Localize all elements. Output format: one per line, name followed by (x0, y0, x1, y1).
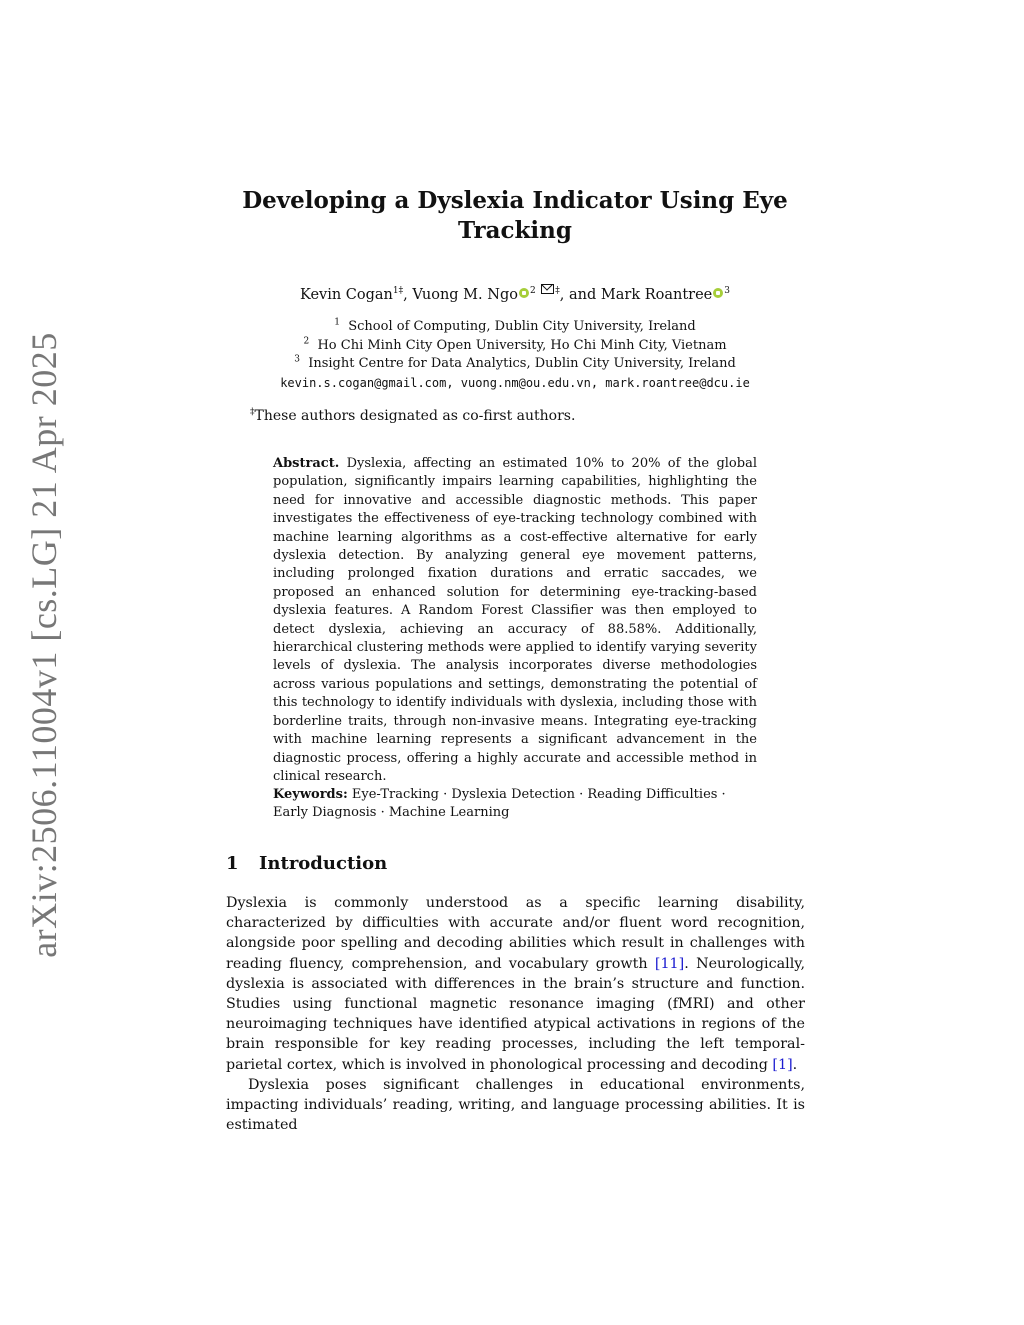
section-title: Introduction (259, 853, 388, 874)
affiliation-text: Ho Chi Minh City Open University, Ho Chi Minh City, Vietnam (317, 337, 727, 353)
footnote-text: These authors designated as co-first authors. (254, 408, 576, 424)
author-separator: , and (559, 287, 601, 303)
paragraph (226, 1075, 805, 1136)
affiliation (200, 318, 830, 337)
author-list (200, 284, 830, 304)
envelope-icon[interactable] (541, 284, 554, 294)
abstract (273, 455, 757, 786)
keywords (273, 786, 757, 823)
affiliation-number: 3 (294, 354, 300, 365)
paragraph-text: Dyslexia poses significant challenges in educational environments, impacting individuals’ reading, writing, and language processing abilities. It is estimated (226, 1076, 805, 1134)
body-text (226, 893, 805, 1135)
author-emails[interactable]: kevin.s.cogan@gmail.com, vuong.nm@ou.edu.vn, mark.roantree@dcu.ie (280, 375, 750, 390)
section-heading (226, 853, 387, 875)
author-separator: , (403, 287, 413, 303)
author-marks: ‡ (555, 286, 560, 297)
paragraph-text: Dyslexia is commonly understood as a specific learning disability, characterized by difficulties with accurate and/or fluent word recognition, alongside poor spelling and decoding abilities which result in challenges with reading fluency, comprehension, and vocabulary growth (226, 895, 805, 972)
orcid-icon[interactable] (519, 288, 529, 298)
orcid-icon[interactable] (713, 288, 723, 298)
keywords-label: Keywords: (273, 787, 348, 802)
author-marks: 3 (724, 286, 730, 297)
section-number: 1 (226, 853, 239, 874)
author-marks: 2 (529, 286, 536, 297)
citation-link[interactable]: [1] (772, 1056, 793, 1073)
citation-link[interactable]: [11] (654, 955, 685, 972)
affiliation-block (200, 318, 830, 392)
keywords-text: Eye-Tracking · Dyslexia Detection · Reading Difficulties · Early Diagnosis · Machine Learning (273, 787, 726, 821)
affiliation (200, 337, 830, 356)
author-marks: 1‡ (392, 286, 404, 297)
affiliation-number: 1 (334, 317, 340, 328)
footnote-mark: ‡ (250, 407, 255, 418)
author-name: Vuong M. Ngo (412, 287, 518, 303)
paper-title: Developing a Dyslexia Indicator Using Eye Tracking (242, 187, 788, 244)
paragraph-text: . (792, 1056, 798, 1073)
author-name: Kevin Cogan (300, 287, 393, 303)
paragraph-text: . Neurologically, dyslexia is associated with differences in the brain’s structure and function. Studies using functional magnetic resonance imaging (fMRI) and other neuroimaging techniques have identified atypical activations in regions of the brain responsible for key reading processes, including the left temporal-parietal cortex, which is involved in phonological processing and decoding (226, 955, 806, 1073)
abstract-text: Dyslexia, affecting an estimated 10% to 20% of the global population, significantly impairs learning capabilities, highlighting the need for innovative and accessible diagnostic methods. This paper investigates the effectiveness of eye-tracking technology combined with machine learning algorithms as a cost-effective alternative for early dyslexia detection. By analyzing general eye movement patterns, including prolonged fixation durations and erratic saccades, we proposed an enhanced solution for determining eye-tracking-based dyslexia features. A Random Forest Classifier was then employed to detect dyslexia, achieving an accuracy of 88.58%. Additionally, hierarchical clustering methods were applied to identify varying severity levels of dyslexia. The analysis incorporates diverse methodologies across various populations and settings, demonstrating the potential of this technology to identify individuals with dyslexia, including those with borderline traits, through non-invasive means. Integrating eye-tracking with machine learning represents a significant advancement in the diagnostic process, offering a highly accurate and accessible method in clinical research. (273, 456, 757, 784)
abstract-label: Abstract. (273, 456, 340, 471)
affiliation-number: 2 (303, 336, 310, 347)
affiliation-text: School of Computing, Dublin City University, Ireland (348, 319, 696, 334)
co-first-author-note (250, 407, 575, 425)
arxiv-identifier: arXiv:2506.11004v1 [cs.LG] 21 Apr 2025 (24, 332, 64, 958)
affiliation (200, 355, 830, 374)
author-name: Mark Roantree (600, 287, 713, 303)
paragraph (226, 893, 805, 1075)
affiliation-text: Insight Centre for Data Analytics, Dublin City University, Ireland (308, 356, 736, 371)
